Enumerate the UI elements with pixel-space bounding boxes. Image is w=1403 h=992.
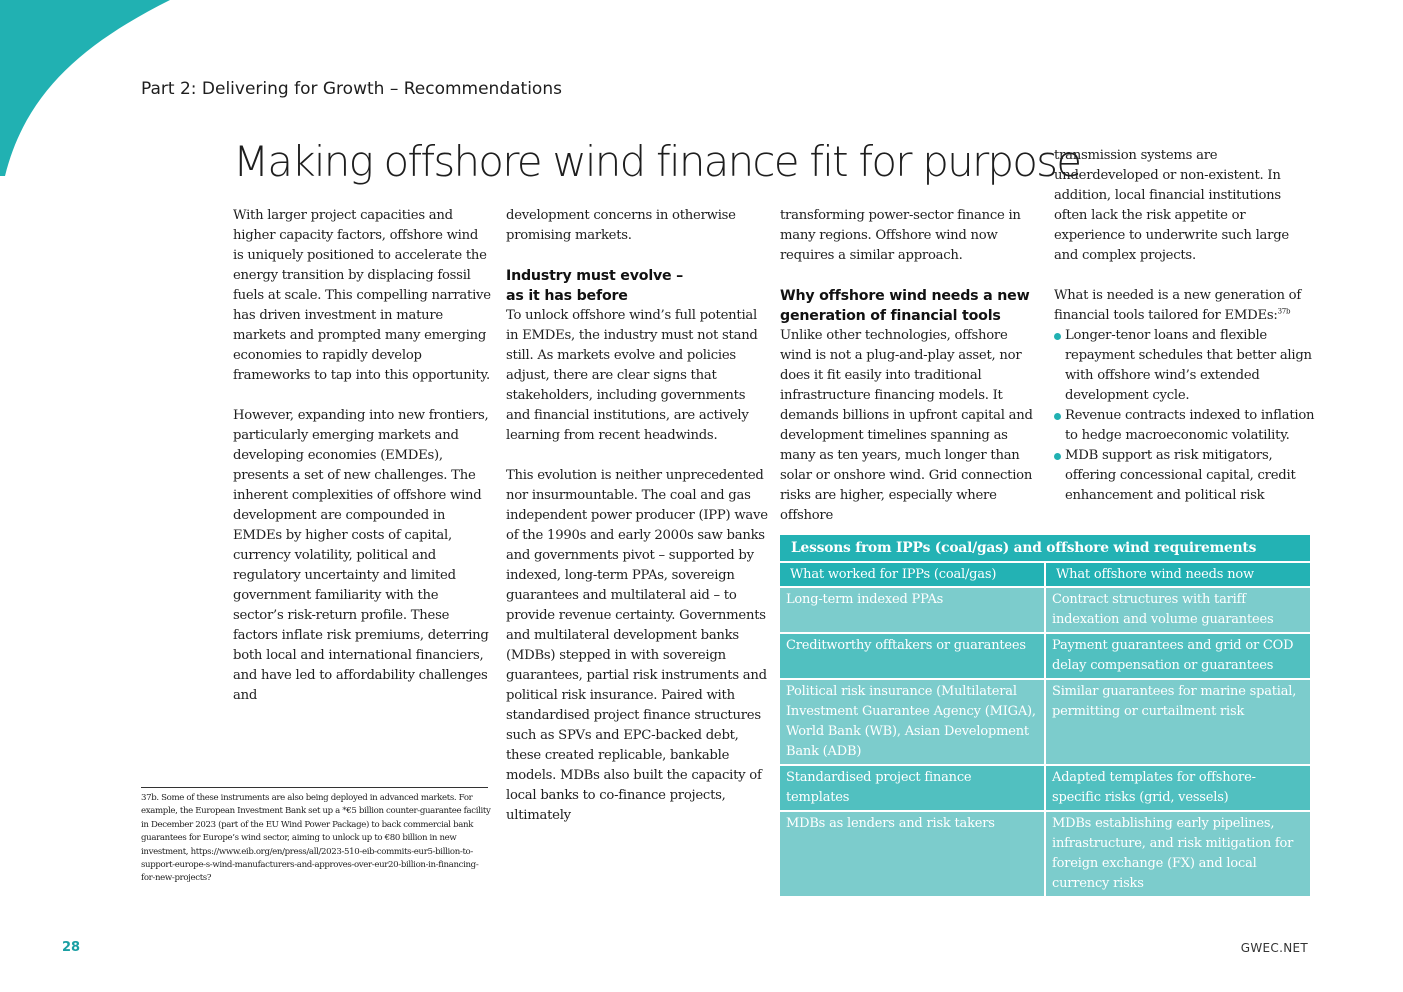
site-url: GWEC.NET [1240, 941, 1308, 955]
table-title: Lessons from IPPs (coal/gas) and offshore wind requirements [780, 535, 1310, 562]
table-cell: Creditworthy offtakers or guarantees [780, 633, 1045, 679]
footnote-ref: 37b [1277, 307, 1291, 316]
table-cell: Contract structures with tariff indexation and volume guarantees [1045, 587, 1310, 633]
paragraph: Unlike other technologies, offshore wind is not a plug-and-play asset, nor does it fit easily into traditional infrastructure financing models. It demands billions in upfront capital and development timelines spanning as many as ten years, much longer than solar or onshore wind. Grid connection risks are higher, especially where offshore [780, 328, 1033, 523]
paragraph [1054, 286, 1316, 326]
body-column-3 [780, 206, 1042, 546]
body-column-4 [1054, 146, 1316, 506]
table-cell: Similar guarantees for marine spatial, permitting or curtailment risk [1045, 679, 1310, 765]
bullet-text: Longer-tenor loans and flexible repayment schedules that better align with offshore wind’s extended development cycle. [1065, 328, 1312, 403]
section-heading-why [780, 286, 1042, 326]
paragraph: This evolution is neither unprecedented nor insurmountable. The coal and gas independent power producer (IPP) wave of the 1990s and early 2000s saw banks and governments pivot – supported by indexed, long-term PPAs, sovereign guarantees and multilateral aid – to provide revenue certainty. Governments and multilateral development banks (MDBs) stepped in with sovereign guarantees, partial risk instruments and political risk insurance. Paired with standardised project finance structures such as SPVs and EPC-backed debt, these created replicable, bankable models. MDBs also built the capacity of local banks to co-finance projects, ultimately [506, 468, 768, 823]
table-row [780, 811, 1310, 896]
paragraph-text: What is needed is a new generation of financial tools tailored for EMDEs: [1054, 288, 1301, 323]
bullet-text: Revenue contracts indexed to inflation to hedge macroeconomic volatility. [1065, 408, 1315, 443]
body-column-2 [506, 206, 768, 846]
page-number: 28 [62, 940, 81, 955]
paragraph: transforming power-sector finance in many regions. Offshore wind now requires a similar approach. [780, 208, 1021, 263]
table-row [780, 633, 1310, 679]
bullet-list [1054, 326, 1316, 506]
paragraph: However, expanding into new frontiers, particularly emerging markets and developing economies (EMDEs), presents a set of new challenges. The inherent complexities of offshore wind development are compounded in EMDEs by higher costs of capital, currency volatility, political and regulatory uncertainty and limited government familiarity with the sector’s risk-return profile. These factors inflate risk premiums, deterring both local and international financiers, and have led to affordability challenges and [233, 408, 489, 703]
table-cell: Adapted templates for offshore-specific risks (grid, vessels) [1045, 765, 1310, 811]
section-header: Part 2: Delivering for Growth – Recommendations [141, 79, 562, 99]
footnote-divider [141, 787, 488, 788]
table-cell: Long-term indexed PPAs [780, 587, 1045, 633]
footnote: 37b. Some of these instruments are also being deployed in advanced markets. For example, the European Investment Bank set up a *€5 billion counter-guarantee facility in December 2023 (part of the EU Wind Power Package) to back commercial bank guarantees for Europe’s wind sector, aiming to unlock up to €80 billion in new investment, https://www.eib.org/en/press/all/2023-510-eib-commits-eur5-billion-to-support-europe-s-wind-manufacturers-and-approves-over-eur20-billion-in-financing-for-new-projects? [141, 793, 491, 884]
page-title: Making offshore wind finance fit for purpose [233, 137, 1081, 186]
table-cell: MDBs establishing early pipelines, infrastructure, and risk mitigation for foreign exchange (FX) and local currency risks [1045, 811, 1310, 896]
bullet-dot-icon [1054, 413, 1061, 420]
bullet-item [1054, 326, 1316, 406]
body-column-1 [233, 206, 491, 726]
table-row [780, 765, 1310, 811]
paragraph: development concerns in otherwise promising markets. [506, 208, 736, 243]
table-cell: Political risk insurance (Multilateral Investment Guarantee Agency (MIGA), World Bank (WB), Asian Development Bank (ADB) [780, 679, 1045, 765]
heading-line: generation of financial tools [780, 308, 1001, 324]
paragraph: With larger project capacities and higher capacity factors, offshore wind is uniquely positioned to accelerate the energy transition by displacing fossil fuels at scale. This compelling narrative has driven investment in mature markets and prompted many emerging economies to rapidly develop frameworks to tap into this opportunity. [233, 208, 491, 383]
table-cell: Standardised project finance templates [780, 765, 1045, 811]
bullet-text: MDB support as risk mitigators, offering concessional capital, credit enhancement and political risk [1065, 448, 1296, 503]
bullet-item [1054, 406, 1316, 446]
paragraph: To unlock offshore wind’s full potential in EMDEs, the industry must not stand still. As markets evolve and policies adjust, there are clear signs that stakeholders, including governments and financial institutions, are actively learning from recent headwinds. [506, 308, 758, 443]
paragraph: transmission systems are underdeveloped or non-existent. In addition, local financial institutions often lack the risk appetite or experience to underwrite such large and complex projects. [1054, 148, 1289, 263]
heading-line: Industry must evolve – [506, 268, 684, 284]
table-row [780, 587, 1310, 633]
table-column-header: What offshore wind needs now [1045, 562, 1310, 587]
bullet-item [1054, 446, 1316, 506]
table-column-header: What worked for IPPs (coal/gas) [780, 562, 1045, 587]
bullet-dot-icon [1054, 333, 1061, 340]
lessons-table [780, 535, 1310, 896]
bullet-dot-icon [1054, 453, 1061, 460]
table-cell: MDBs as lenders and risk takers [780, 811, 1045, 896]
section-heading-industry [506, 266, 768, 306]
heading-line: as it has before [506, 288, 628, 304]
table-cell: Payment guarantees and grid or COD delay compensation or guarantees [1045, 633, 1310, 679]
heading-line: Why offshore wind needs a new [780, 288, 1030, 304]
table-row [780, 679, 1310, 765]
